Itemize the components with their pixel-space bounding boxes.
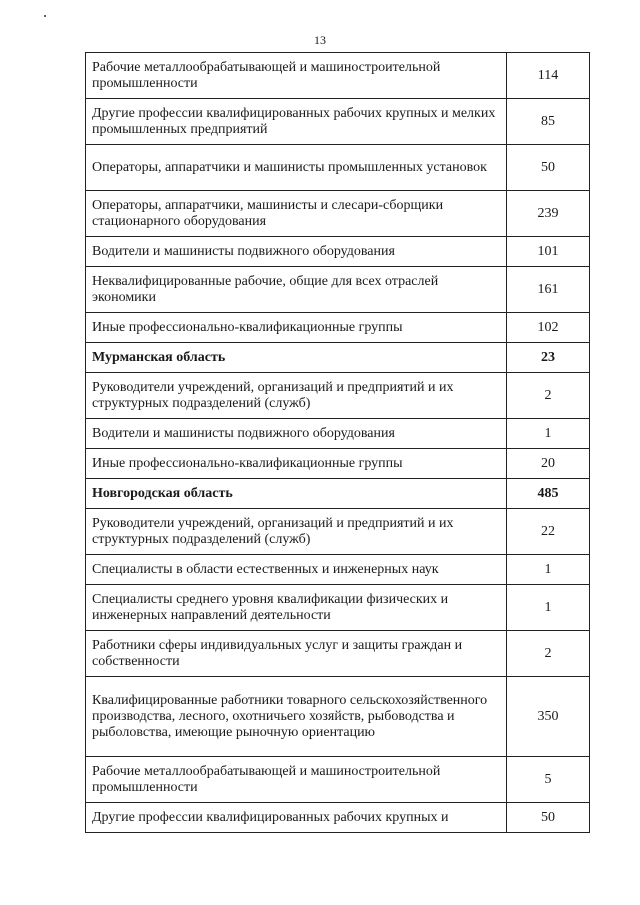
table-row (86, 757, 590, 803)
row-value: 161 (507, 267, 590, 313)
table-row (86, 53, 590, 99)
table-row (86, 191, 590, 237)
row-value: 102 (507, 313, 590, 343)
table-row (86, 555, 590, 585)
region-header-row (86, 343, 590, 373)
row-label: Иные профессионально-квалификационные группы (86, 449, 507, 479)
page-number: 13 (314, 33, 326, 47)
row-value: 50 (507, 803, 590, 833)
row-value: 22 (507, 509, 590, 555)
table-row (86, 145, 590, 191)
row-value: 2 (507, 631, 590, 677)
row-value: 114 (507, 53, 590, 99)
row-label: Рабочие металлообрабатывающей и машиностроительной промышленности (86, 757, 507, 803)
row-value: 239 (507, 191, 590, 237)
row-label: Операторы, аппаратчики, машинисты и слесари-сборщики стационарного оборудования (86, 191, 507, 237)
row-value: 5 (507, 757, 590, 803)
table-row (86, 631, 590, 677)
table-row (86, 419, 590, 449)
table-row (86, 99, 590, 145)
table-row (86, 585, 590, 631)
region-total: 23 (507, 343, 590, 373)
data-table (85, 52, 590, 833)
table-row (86, 267, 590, 313)
table-row (86, 237, 590, 267)
row-label: Водители и машинисты подвижного оборудования (86, 237, 507, 267)
row-label: Специалисты среднего уровня квалификации физических и инженерных направлений деятельности (86, 585, 507, 631)
table-row (86, 449, 590, 479)
row-value: 2 (507, 373, 590, 419)
row-label: Рабочие металлообрабатывающей и машиностроительной промышленности (86, 53, 507, 99)
row-label: Неквалифицированные рабочие, общие для всех отраслей экономики (86, 267, 507, 313)
row-value: 1 (507, 585, 590, 631)
region-header-row (86, 479, 590, 509)
region-total: 485 (507, 479, 590, 509)
row-value: 20 (507, 449, 590, 479)
row-label: Другие профессии квалифицированных рабочих крупных и (86, 803, 507, 833)
row-value: 1 (507, 419, 590, 449)
row-value: 85 (507, 99, 590, 145)
row-value: 1 (507, 555, 590, 585)
row-label: Операторы, аппаратчики и машинисты промышленных установок (86, 145, 507, 191)
row-label: Квалифицированные работники товарного сельскохозяйственного производства, лесного, охотничьего хозяйств, рыбоводства и рыболовства, имеющие рыночную ориентацию (86, 677, 507, 757)
row-label: Специалисты в области естественных и инженерных наук (86, 555, 507, 585)
scan-speck (44, 15, 46, 17)
region-name: Новгородская область (86, 479, 507, 509)
table-row (86, 677, 590, 757)
table-row (86, 803, 590, 833)
row-label: Руководители учреждений, организаций и предприятий и их структурных подразделений (служб) (86, 373, 507, 419)
table-row (86, 313, 590, 343)
table-row (86, 373, 590, 419)
row-label: Иные профессионально-квалификационные группы (86, 313, 507, 343)
row-label: Другие профессии квалифицированных рабочих крупных и мелких промышленных предприятий (86, 99, 507, 145)
row-label: Руководители учреждений, организаций и предприятий и их структурных подразделений (служб) (86, 509, 507, 555)
row-label: Работники сферы индивидуальных услуг и защиты граждан и собственности (86, 631, 507, 677)
row-value: 350 (507, 677, 590, 757)
region-name: Мурманская область (86, 343, 507, 373)
table-row (86, 509, 590, 555)
row-value: 50 (507, 145, 590, 191)
row-value: 101 (507, 237, 590, 267)
row-label: Водители и машинисты подвижного оборудования (86, 419, 507, 449)
